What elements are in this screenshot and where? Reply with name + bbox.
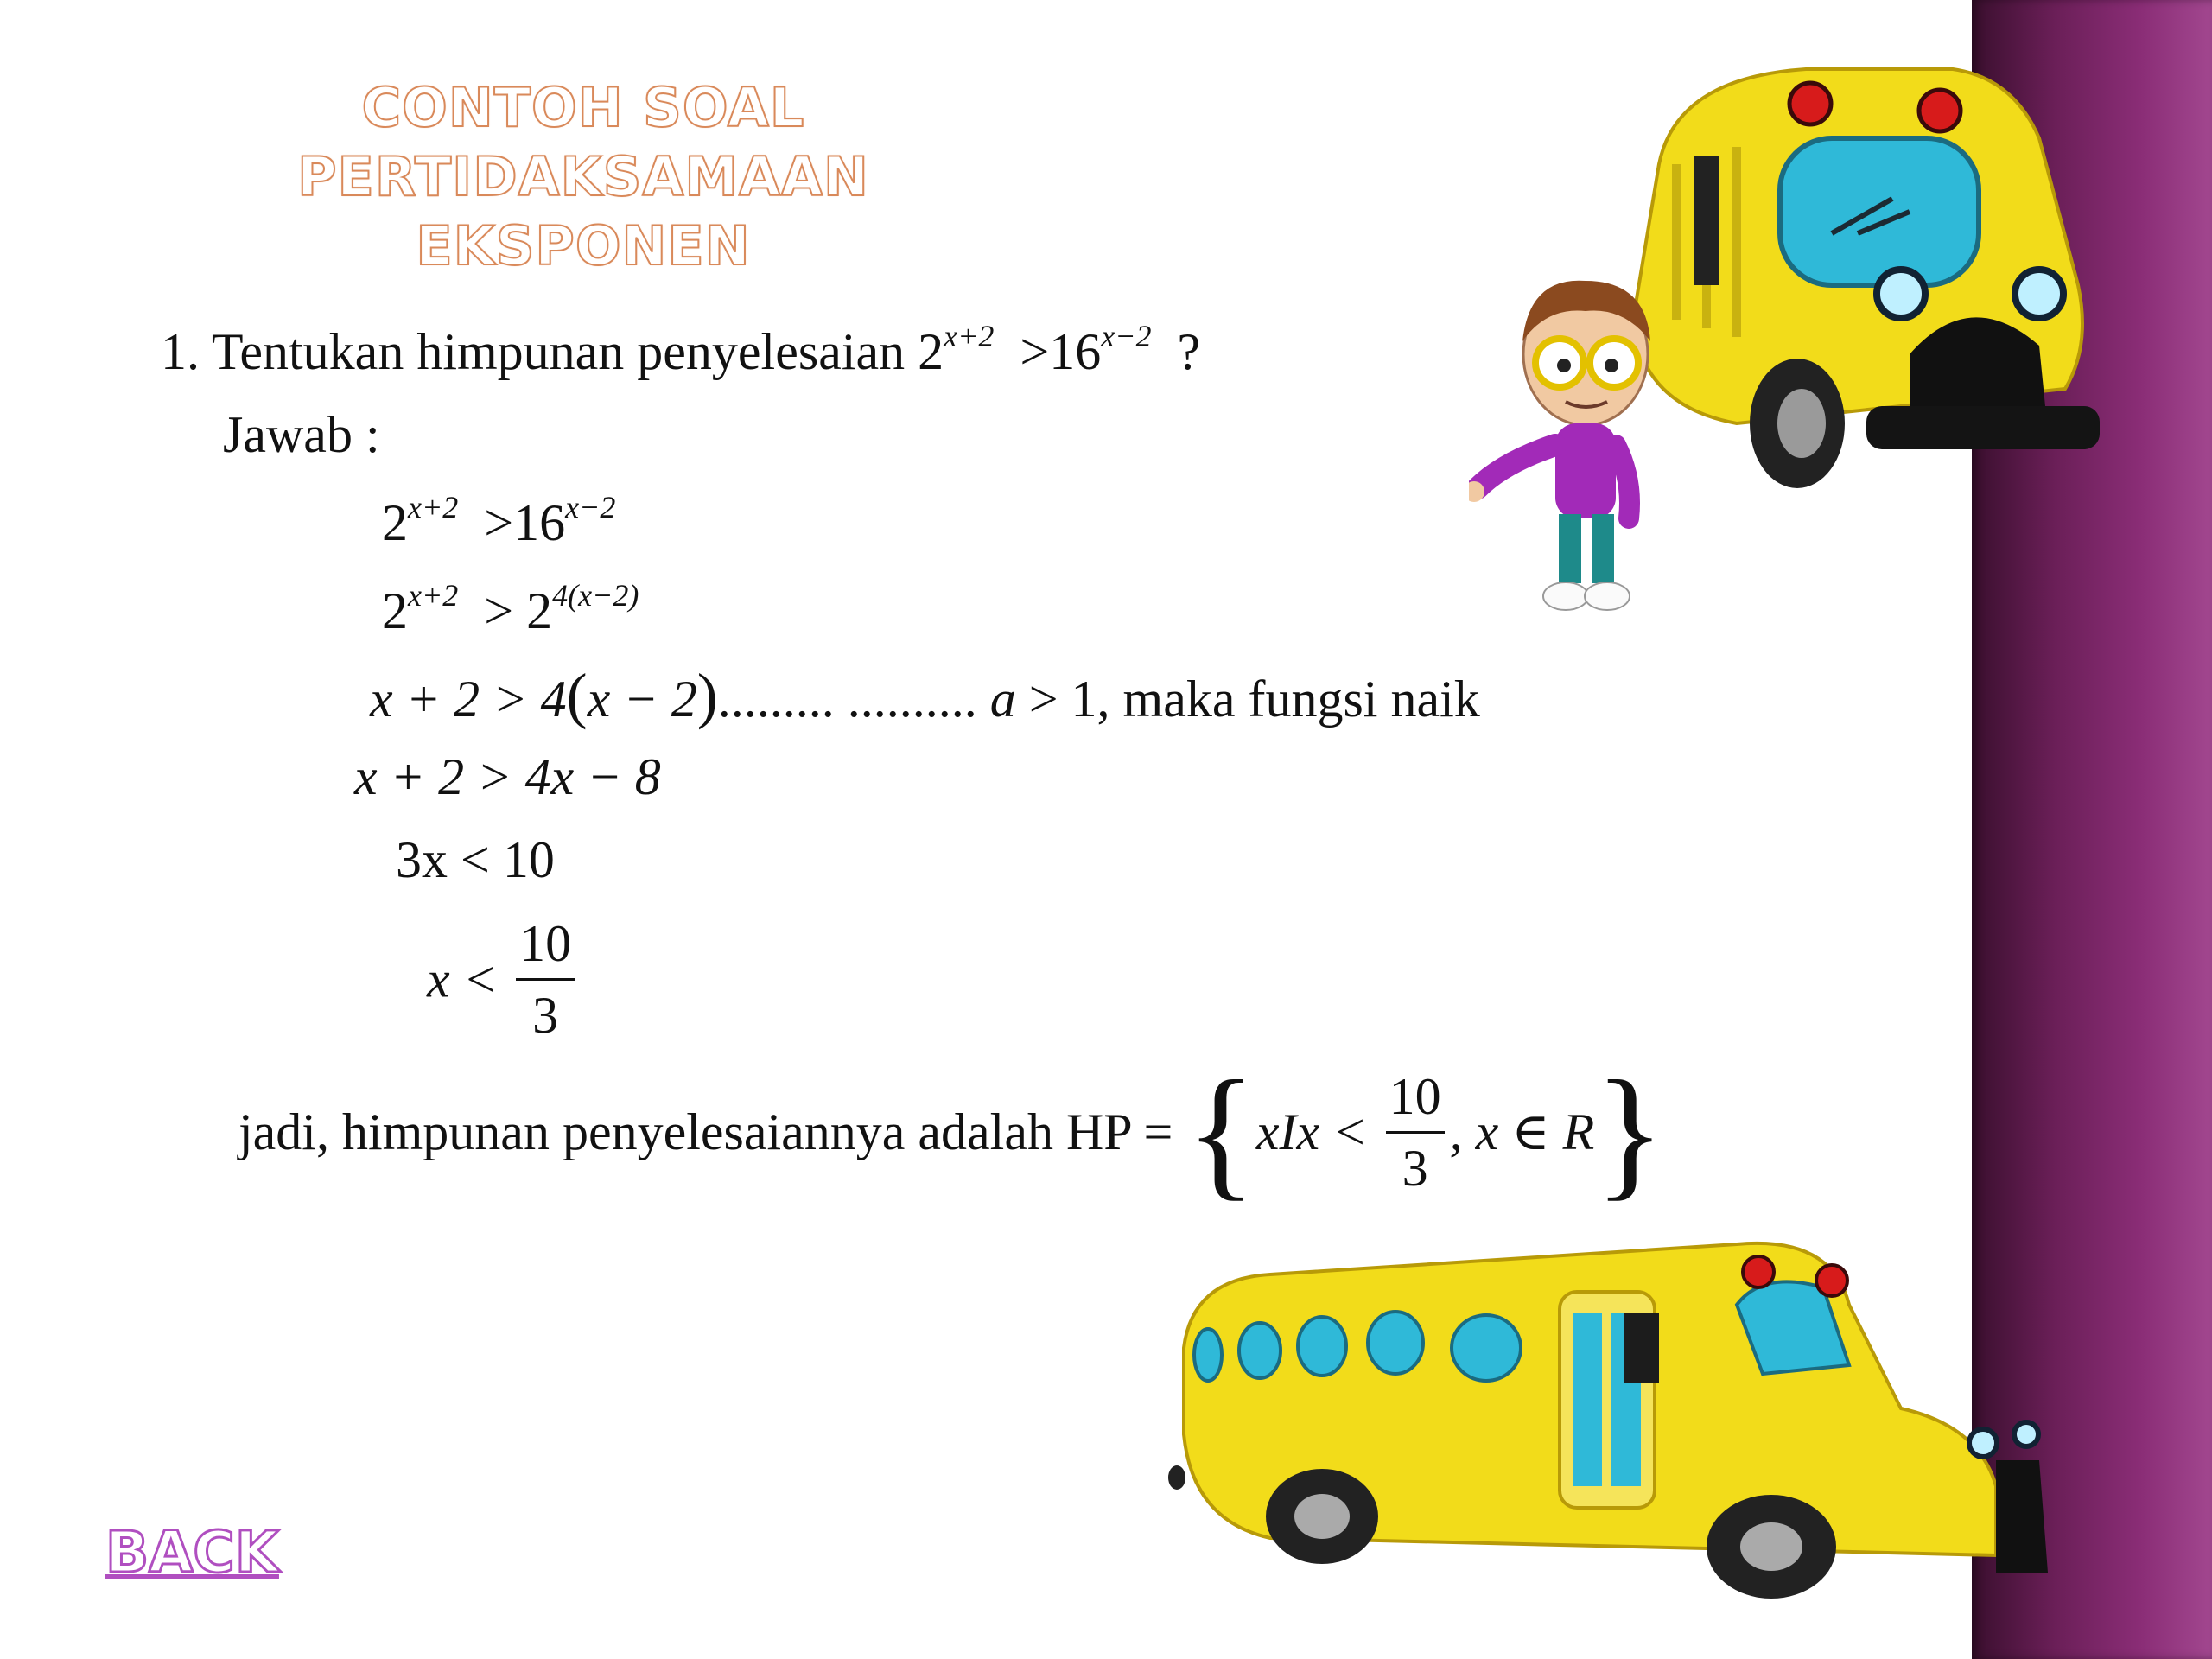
step-2-lhs-base: 2 <box>382 582 408 639</box>
step-2-rhs-base: 2 <box>526 582 553 639</box>
step-2 <box>382 578 639 641</box>
step-3 <box>370 661 1480 730</box>
step-6-denominator: 3 <box>532 987 559 1044</box>
step-1-lhs-base: 2 <box>382 494 408 551</box>
school-bus-side-illustration <box>1166 1227 2056 1624</box>
conclusion-numerator: 10 <box>1386 1062 1445 1134</box>
problem-rhs-base: 16 <box>1049 323 1102 380</box>
problem-statement <box>161 321 1200 382</box>
step-6-numerator: 10 <box>516 909 575 981</box>
step-2-operator: > <box>484 582 514 639</box>
conclusion-brace-open: { <box>1185 1051 1256 1213</box>
step-3-paren-open: ( <box>566 661 588 730</box>
conclusion-set-rest: , x ∈ R <box>1449 1103 1595 1160</box>
step-3-condition-text: > 1, maka fungsi naik <box>1015 671 1480 728</box>
school-bus-front-illustration <box>1607 60 2108 501</box>
slide-title: CONTOH SOAL PERTIDAKSAMAAN EKSPONEN <box>297 76 869 277</box>
step-3-inner: x − 2 <box>587 671 697 728</box>
problem-rhs-exponent: x−2 <box>1101 319 1152 353</box>
step-6-fraction <box>516 909 575 1050</box>
cartoon-boy-with-glasses <box>1469 272 1659 618</box>
step-6 <box>427 909 580 1050</box>
step-4: x + 2 > 4x − 8 <box>354 748 661 805</box>
step-2-rhs-exponent: 4(x−2) <box>552 578 639 613</box>
step-3-expr-left: x + 2 > 4 <box>370 671 567 728</box>
step-1 <box>382 490 616 553</box>
step-3-paren-close: ) <box>696 661 718 730</box>
answer-label: Jawab : <box>223 406 380 463</box>
problem-lhs-exponent: x+2 <box>944 319 995 353</box>
conclusion-fraction <box>1386 1062 1445 1203</box>
conclusion-brace-close: } <box>1594 1051 1665 1213</box>
conclusion-set-var: xIx < <box>1255 1103 1368 1160</box>
problem-text: Tentukan himpunan penyelesaian <box>211 323 906 380</box>
back-button[interactable]: BACK <box>105 1519 279 1586</box>
conclusion <box>238 1051 1665 1213</box>
step-5: 3x < 10 <box>396 831 555 888</box>
problem-lhs-base: 2 <box>918 323 944 380</box>
step-1-operator: > <box>484 494 514 551</box>
problem-question-mark: ? <box>1177 323 1201 380</box>
step-1-lhs-exponent: x+2 <box>408 490 459 524</box>
step-3-condition-var: a <box>989 671 1016 728</box>
step-6-lhs: x < <box>427 950 499 1008</box>
step-1-rhs-base: 16 <box>513 494 566 551</box>
conclusion-text: jadi, himpunan penyelesaiannya adalah HP = <box>238 1103 1173 1160</box>
problem-number: 1. <box>161 323 200 380</box>
conclusion-denominator: 3 <box>1402 1139 1428 1197</box>
problem-operator: > <box>1020 323 1050 380</box>
step-3-dots: ......... .......... <box>717 671 977 728</box>
step-1-rhs-exponent: x−2 <box>565 490 616 524</box>
step-2-lhs-exponent: x+2 <box>408 578 459 613</box>
